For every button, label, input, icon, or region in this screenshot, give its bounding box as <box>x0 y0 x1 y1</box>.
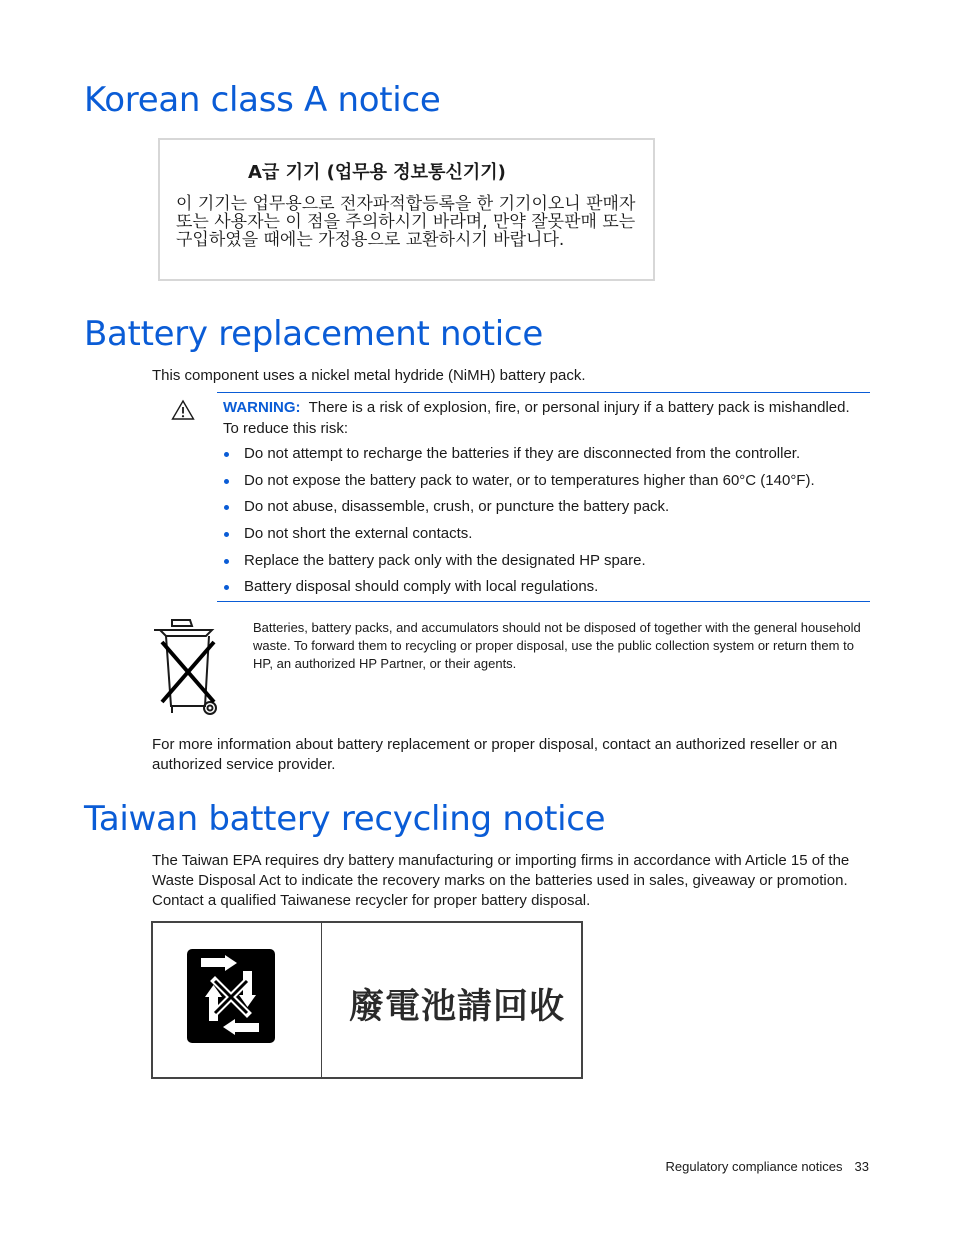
more-info-text: For more information about battery replacement or proper disposal, contact an authorized reseller or an authorized service provider. <box>152 736 838 773</box>
warning-bullet-list <box>222 444 862 604</box>
list-item: Do not attempt to recharge the batteries if they are disconnected from the controller. <box>222 444 862 471</box>
page-footer <box>665 1159 869 1174</box>
taiwan-recycling-mark <box>151 921 583 1079</box>
table-divider <box>321 923 322 1077</box>
recycling-symbol-icon <box>185 947 277 1045</box>
bullet-icon <box>224 452 229 457</box>
warning-text: There is a risk of explosion, fire, or personal injury if a battery pack is mishandled. To reduce this risk: <box>223 399 850 437</box>
list-item: Battery disposal should comply with local regulations. <box>222 577 862 604</box>
crossed-out-bin-icon <box>152 616 222 718</box>
recycle-chinese-text: 廢電池請回收 <box>349 986 566 1027</box>
bullet-icon <box>224 559 229 564</box>
bullet-icon <box>224 505 229 510</box>
list-item: Replace the battery pack only with the designated HP spare. <box>222 551 862 578</box>
page-number: 33 <box>854 1159 869 1174</box>
disposal-text: Batteries, battery packs, and accumulators should not be disposed of together with the general household waste. To forward them to recycling or proper disposal, use the public collection system or return them to HP, an authorized HP Partner, or their agents. <box>253 620 861 671</box>
battery-intro: This component uses a nickel metal hydride (NiMH) battery pack. <box>152 367 586 384</box>
bullet-icon <box>224 585 229 590</box>
warning-icon <box>171 399 195 421</box>
list-item: Do not short the external contacts. <box>222 524 862 551</box>
korean-notice-heading: Korean class A notice <box>84 80 441 120</box>
korean-notice-image <box>158 138 655 281</box>
korean-notice-image-body: 이 기기는 업무용으로 전자파적합등록을 한 기기이오니 판매자 또는 사용자는 이 점을 주의하시기 바라며, 만약 잘못판매 또는 구입하였을 때에는 가정용으로 교환하시기 바랍니다. <box>176 194 636 250</box>
taiwan-notice-heading: Taiwan battery recycling notice <box>84 799 606 839</box>
footer-section-title: Regulatory compliance notices <box>665 1159 843 1174</box>
warning-paragraph <box>223 397 853 439</box>
korean-notice-image-heading: A급 기기 (업무용 정보통신기기) <box>248 162 506 183</box>
battery-notice-heading: Battery replacement notice <box>84 314 543 354</box>
warning-top-rule <box>217 392 870 393</box>
bullet-icon <box>224 479 229 484</box>
list-item: Do not abuse, disassemble, crush, or puncture the battery pack. <box>222 497 862 524</box>
warning-label: WARNING: <box>223 399 301 416</box>
taiwan-body-text: The Taiwan EPA requires dry battery manufacturing or importing firms in accordance with Article 15 of the Waste Disposal Act to indicate the recovery marks on the batteries used in sales, giveaway or promotion. Contact a qualified Taiwanese recycler for proper battery disposal. <box>152 852 850 909</box>
bullet-icon <box>224 532 229 537</box>
warning-bottom-rule <box>217 601 870 602</box>
list-item: Do not expose the battery pack to water, or to temperatures higher than 60°C (140°F). <box>222 471 862 498</box>
